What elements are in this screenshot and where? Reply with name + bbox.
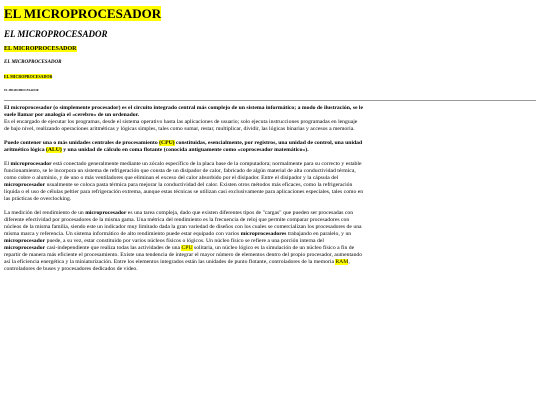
paragraph-intro (4, 105, 364, 133)
heading-6: EL MICROPROCESADOR (4, 88, 39, 92)
paragraph-cooling (4, 161, 364, 203)
perf-text-5: casi-independiente que realiza todas las actividades de una (45, 245, 182, 251)
cooling-text-1: El (4, 161, 11, 167)
components-text-3: y una unidad de cálculo en coma flotante (conocida antiguamente como «coprocesador matemático»). (61, 147, 309, 153)
perf-text-7: , controladores de buses y procesadores dedicados de video. (4, 259, 350, 272)
perf-bold-2: microprocesadores (240, 231, 287, 237)
heading-3 (4, 45, 77, 53)
cooling-text-3: usualmente se coloca pasta térmica para mejorar la conductividad del calor. Existen otros métodos más eficaces, como la refrigeración líquida o el uso de células peltier para refrigeración extrema, aunque estas técnicas se utilizan casi exclusivamente para aplicaciones especiales, tales como en las prácticas de overclocking. (4, 182, 364, 202)
ram-highlight: RAM (335, 259, 349, 265)
perf-text-2: es una tarea compleja, dado que existen diferentes tipos de "cargas" que pueden ser procesadas con diferente efectividad por procesadores de la misma gama. Una métrica del rendimiento es la frecuencia de reloj que permite comparar procesadores con núcleos de la misma familia, siendo este un indicador muy limitado dada la gran variedad de diseños con los cuales se comercializan los procesadores de una misma marca y referencia. Un sistema informático de alto rendimiento puede estar equipado con varios (4, 210, 362, 237)
intro-bold-text: El microprocesador (o simplemente procesador) es el circuito integrado central más complejo de un sistema informático; a modo de ilustración, se le suele llamar por analogía el «cerebro» de un ordenador. (4, 105, 363, 118)
heading-4: EL MICROPROCESADOR (4, 60, 62, 65)
heading-1-text: EL MICROPROCESADOR (4, 6, 162, 21)
heading-1 (4, 7, 161, 21)
alu-highlight: (ALU) (46, 147, 62, 153)
heading-2: EL MICROPROCESADOR (4, 29, 108, 39)
perf-text-1: La medición del rendimiento de un (4, 210, 86, 216)
perf-bold-3: microprocesador (4, 238, 46, 244)
perf-bold-1: microprocesador (85, 210, 127, 216)
heading-5 (4, 74, 52, 79)
paragraph-performance (4, 210, 364, 273)
paragraph-components (4, 140, 364, 154)
cpu-highlight-2: CPU (181, 245, 193, 251)
heading-5-text: EL MICROPROCESADOR (4, 74, 53, 79)
perf-bold-4: microprocesador (4, 245, 46, 251)
heading-3-text: EL MICROPROCESADOR (4, 46, 77, 52)
perf-text-3: trabajando en paralelo, y un (286, 231, 352, 237)
article-body (4, 105, 364, 280)
components-text-1: Puede contener una o más unidades centrales de procesamiento (4, 140, 160, 146)
perf-text-4: puede, a su vez, estar constituido por varios núcleos físicos o lógicos. Un núcleo físico se refiere a una porción interna del (45, 238, 324, 244)
horizontal-rule (4, 100, 536, 101)
cooling-bold-2: microprocesador (4, 182, 46, 188)
intro-text: Es el encargado de ejecutar los programas, desde el sistema operativo hasta las aplicaciones de usuario; solo ejecuta instrucciones programadas en lenguaje de bajo nivel, realizando operaciones aritméticas y lógicas simples, tales como sumar, restar, multiplicar, dividir, las lógicas binarias y accesos a memoria. (4, 119, 358, 132)
cpu-highlight: (CPU) (159, 140, 175, 146)
cooling-text-2: está conectado generalmente mediante un zócalo específico de la placa base de la computadora; normalmente para su correcto y estable funcionamiento, se le incorpora un sistema de refrigeración que consta de un disipador de calor, fabricado de algún material de alta conductividad térmica, como cobre o aluminio, y de uno o más ventiladores que eliminan el exceso del calor absorbido por el disipador. Entre el disipador y la cápsula del (4, 161, 362, 181)
perf-text-6: solitaria, un núcleo lógico es la simulación de un núcleo físico a fin de repartir de manera más eficiente el procesamiento. Existe una tendencia de integrar el mayor número de elementos dentro del propio procesador, aumentando así la eficiencia energética y la miniaturización. Entre los elementos integrados están las unidades de punto flotante, controladores de la memoria (4, 245, 363, 265)
components-text-2: constituidas, esencialmente, por registros, una unidad de control, una unidad aritmético lógica (4, 140, 363, 153)
cooling-bold-1: microprocesador (10, 161, 52, 167)
